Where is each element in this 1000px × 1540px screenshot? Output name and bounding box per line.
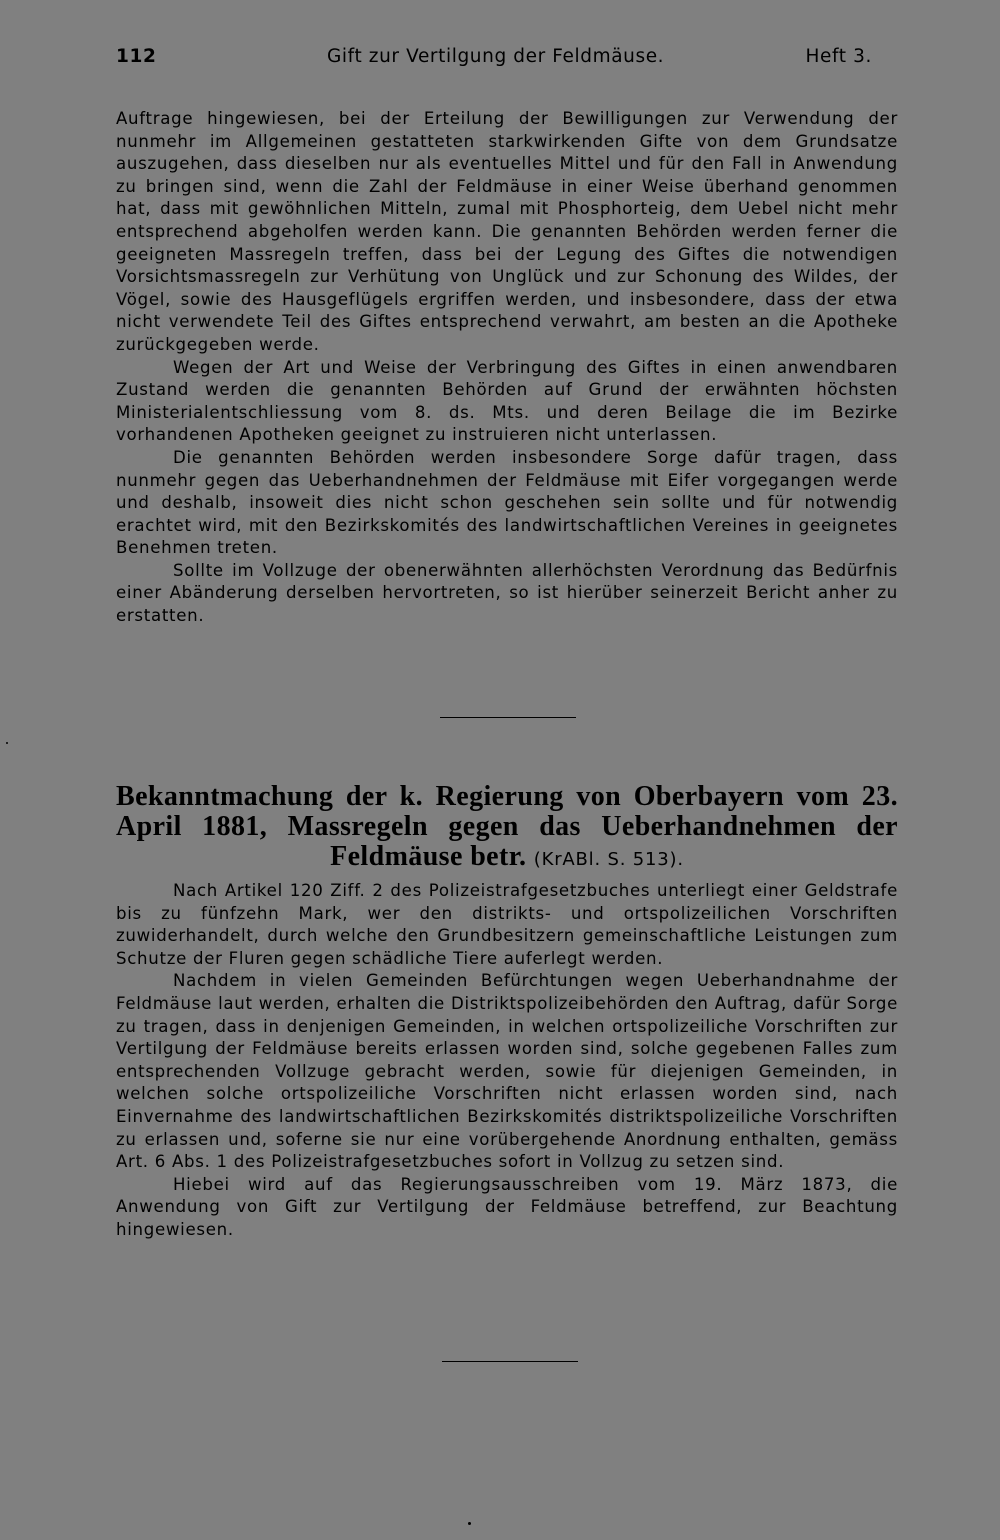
print-speck bbox=[468, 1522, 471, 1525]
section-body-text bbox=[116, 880, 898, 1242]
paragraph: Hiebei wird auf das Regierungsausschreiben vom 19. März 1873, die Anwendung von Gift zur Vertilgung der Feldmäuse betreffend, zur Beachtung hingewiesen. bbox=[116, 1174, 898, 1239]
page-header bbox=[116, 46, 898, 74]
page-number: 112 bbox=[116, 46, 157, 67]
paragraph: Sollte im Vollzuge der obenerwähnten allerhöchsten Verordnung das Bedürfnis einer Abänderung derselben hervortreten, so ist hierüber seinerzeit Bericht anher zu erstatten. bbox=[116, 560, 898, 626]
print-speck bbox=[6, 742, 8, 744]
paragraph: Nachdem in vielen Gemeinden Befürchtungen wegen Ueberhandnahme der Feldmäuse laut werden, erhalten die Distriktspolizeibehörden den Auftrag, dafür Sorge zu tragen, dass in denjenigen Gemeinden, in welchen ortspolizeiliche Vorschriften zur Vertilgung der Feldmäuse bereits erlassen worden sind, solche gegebenen Falles zum entsprechenden Vollzuge gebracht werden, sowie für diejenigen Gemeinden, in welchen solche ortspolizeiliche Vorschriften nicht erlassen worden sind, nach Einvernahme des landwirtschaftlichen Bezirkskomités distriktspolizeiliche Vorschriften zu erlassen und, soferne sie nur eine vorübergehende Anordnung enthalten, gemäss Art. 6 Abs. 1 des Polizeistrafgesetzbuches sofort in Vollzug zu setzen sind. bbox=[116, 971, 898, 1172]
paragraph: Die genannten Behörden werden insbesondere Sorge dafür tragen, dass nunmehr gegen das Ueberhandnehmen der Feldmäuse mit Eifer vorgegangen werde und deshalb, insoweit dies nicht schon geschehen sein sollte und für notwendig erachtet wird, mit den Bezirkskomités des landwirtschaftlichen Vereines in geeignetes Benehmen treten. bbox=[116, 447, 898, 558]
paragraph: Wegen der Art und Weise der Verbringung des Giftes in einen anwendbaren Zustand werden die genannten Behörden auf Grund der erwähnten höchsten Ministerialentschliessung vom 8. ds. Mts. und deren Beilage die im Bezirke vorhandenen Apotheken geeignet zu instruieren nicht unterlassen. bbox=[116, 357, 898, 445]
running-title: Gift zur Vertilgung der Feldmäuse. bbox=[327, 46, 665, 67]
heading-title: Bekanntmachung der k. Regierung von Oberbayern vom 23. April 1881, Massregeln gegen das Ueberhandnehmen der Feldmäuse betr. bbox=[116, 781, 898, 872]
paragraph: Nach Artikel 120 Ziff. 2 des Polizeistrafgesetzbuches unterliegt einer Geldstrafe bis zu fünfzehn Mark, wer den distrikts- und ortspolizeilichen Vorschriften zuwiderhandelt, durch welche den Grundbesitzern gemeinschaftliche Leistungen zum Schutze der Fluren gegen schädliche Tiere auferlegt werden. bbox=[116, 881, 898, 968]
section-divider bbox=[440, 717, 576, 718]
section-heading bbox=[116, 782, 898, 875]
heading-reference: (KrABl. S. 513). bbox=[533, 849, 684, 870]
paragraph: Auftrage hingewiesen, bei der Erteilung der Bewilligungen zur Verwendung der nunmehr im Allgemeinen gestatteten starkwirkenden Gifte von dem Grundsatze auszugehen, dass dieselben nur als eventuelles Mittel und für den Fall in Anwendung zu bringen sind, wenn die Zahl der Feldmäuse in einer Weise überhand genommen hat, dass mit gewöhnlichen Mitteln, zumal mit Phosphorteig, dem Uebel nicht mehr entsprechend abgeholfen werden kann. Die genannten Behörden werden ferner die geeigneten Massregeln treffen, dass bei der Legung des Giftes die notwendigen Vorsichtsmassregeln zur Verhütung von Unglück und zur Schonung des Wildes, der Vögel, sowie des Hausgeflügels ergriffen werden, und insbesondere, dass der etwa nicht verwendete Teil des Giftes entsprechend verwahrt, am besten an die Apotheke zurückgegeben werde. bbox=[116, 109, 898, 354]
section-divider bbox=[442, 1361, 578, 1362]
section-continued-text bbox=[116, 108, 898, 628]
issue-label: Heft 3. bbox=[805, 46, 872, 67]
